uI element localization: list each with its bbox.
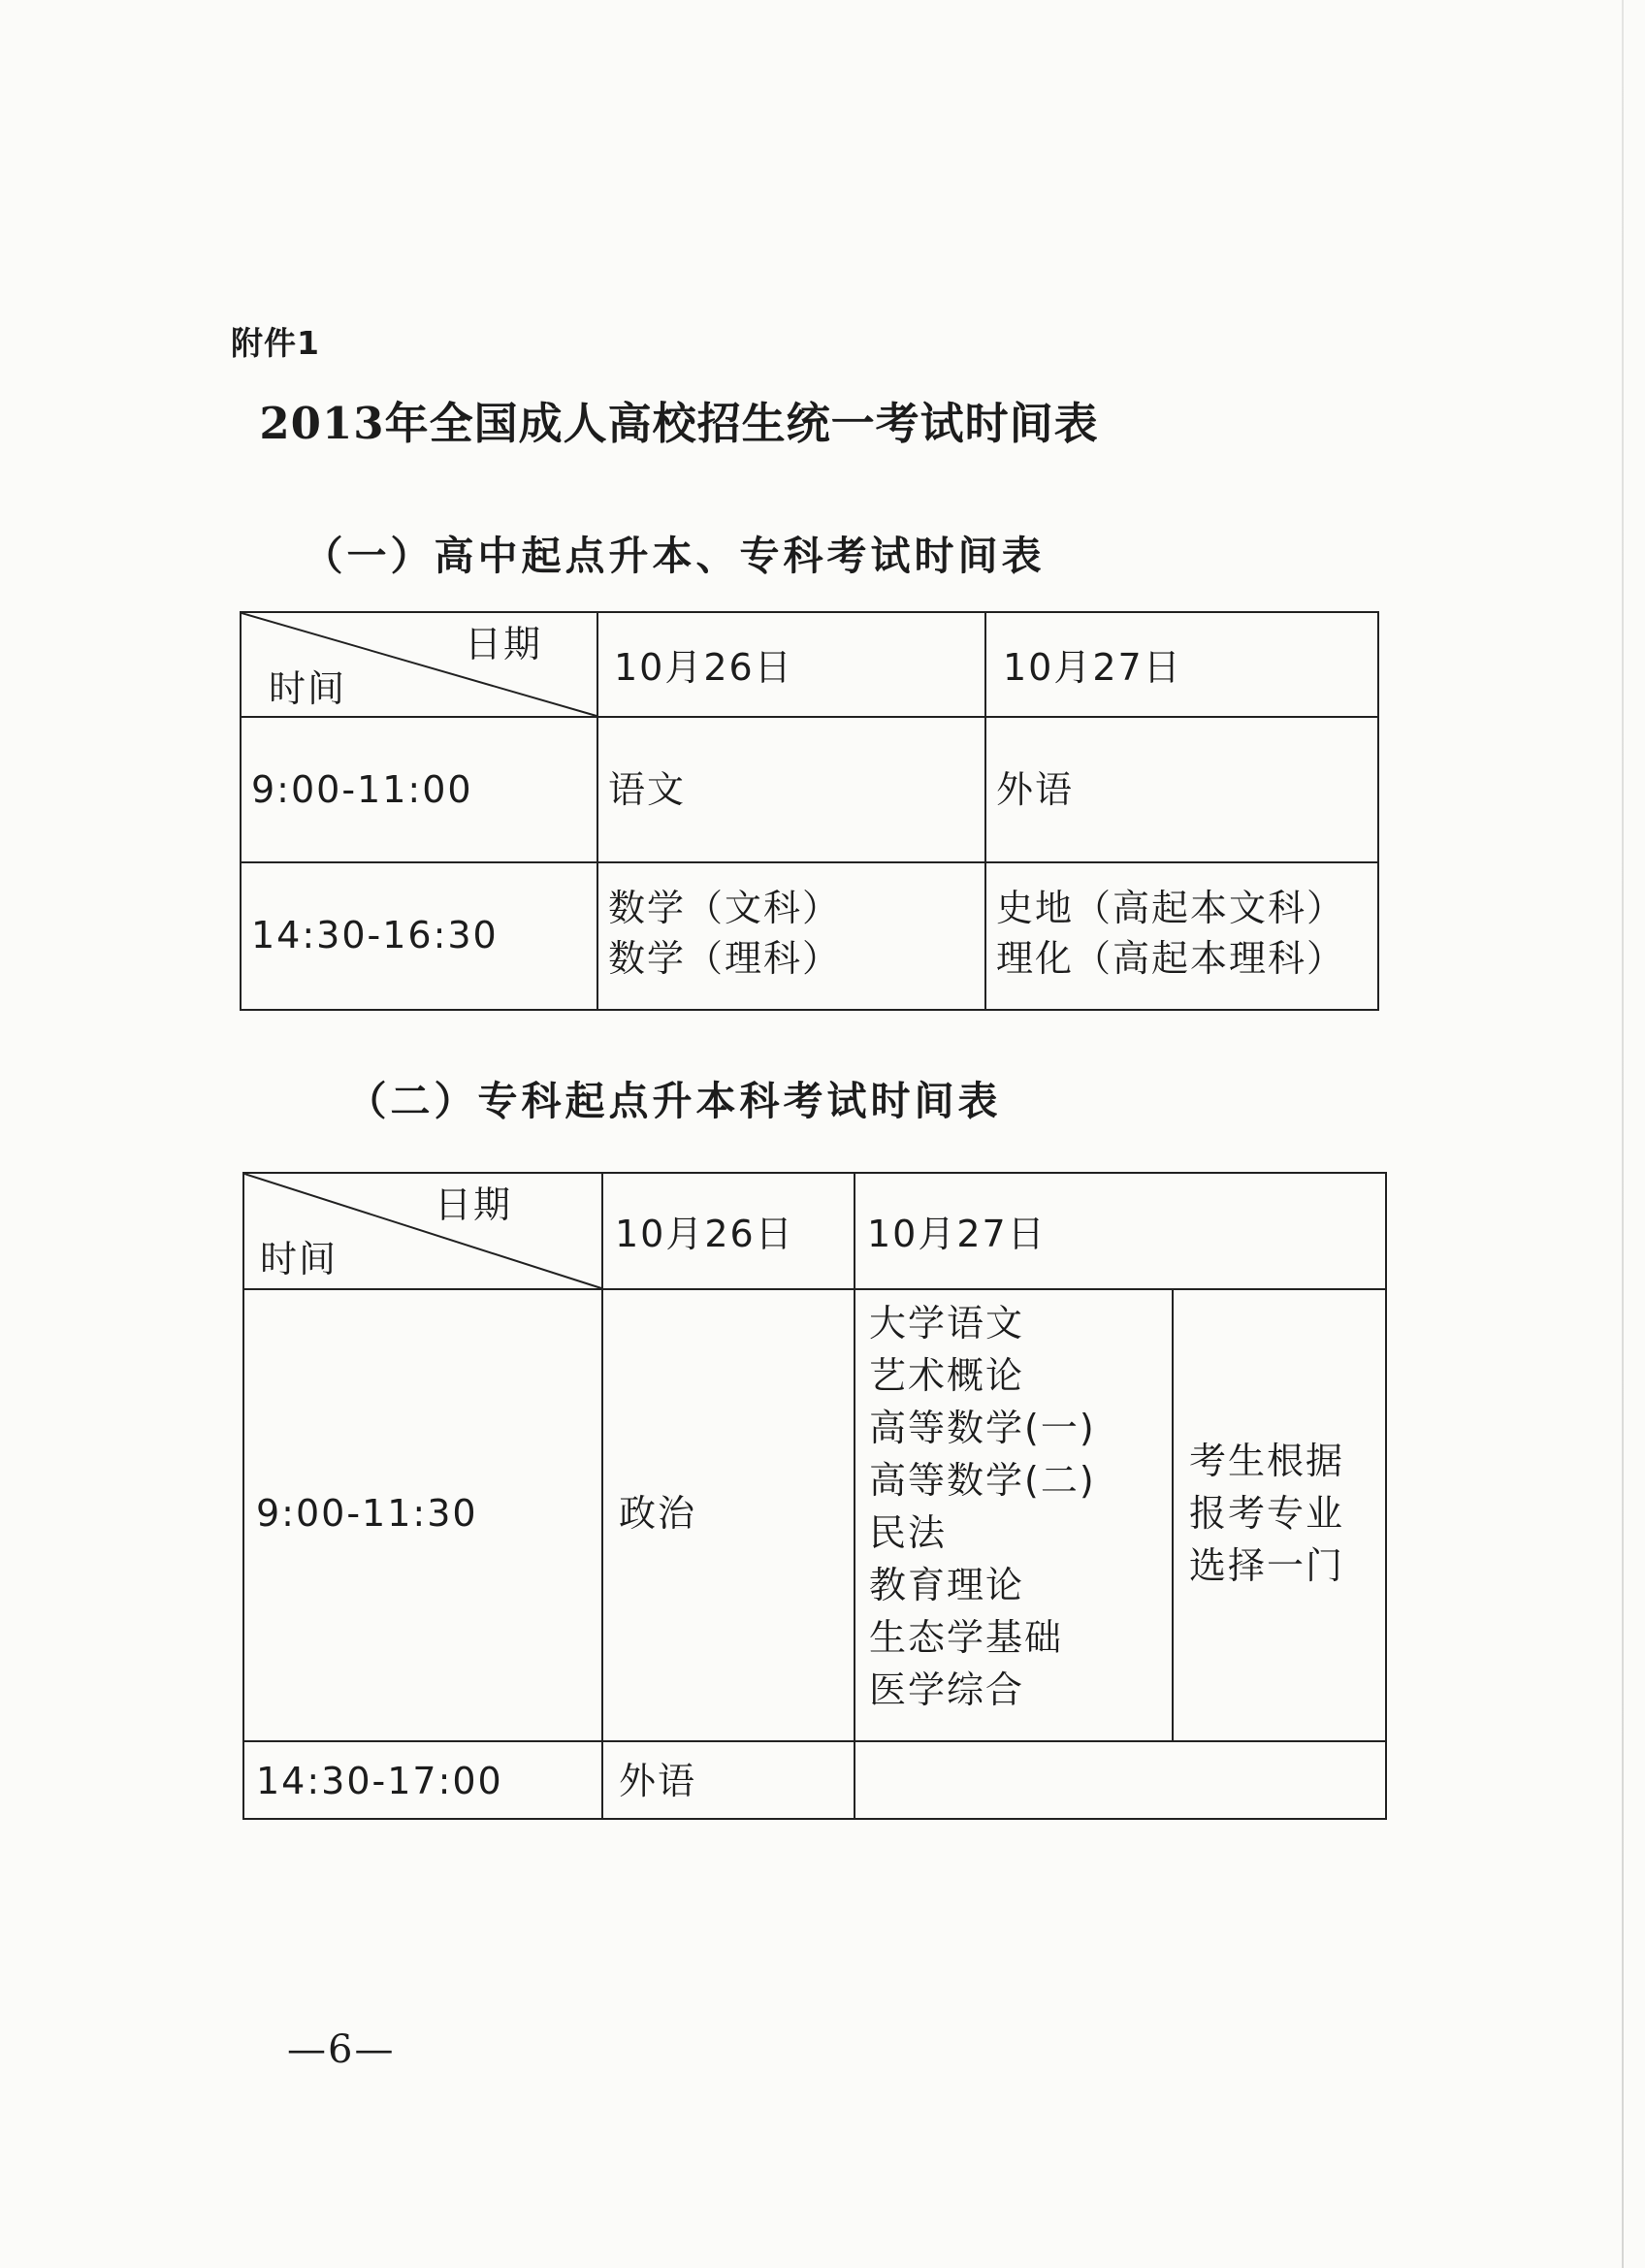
table1-col-day1: 10月26日 (614, 646, 793, 689)
table2-subject-8: 医学综合 (869, 1669, 1025, 1711)
table1 (240, 611, 1379, 1011)
table1-row1-time: 9:00-11:00 (251, 768, 473, 811)
table2-subject-4: 高等数学(二) (869, 1459, 1096, 1502)
table1-date-label: 日期 (465, 623, 543, 665)
table2-subject-1: 大学语文 (869, 1302, 1025, 1345)
table1-subtitle: （一）高中起点升本、专科考试时间表 (303, 533, 1046, 579)
table1-row2-day2-line1: 史地（高起本文科） (996, 887, 1346, 929)
page-title: 2013年全国成人高校招生统一考试时间表 (259, 398, 1099, 449)
table1-diagonal (242, 613, 1377, 718)
table1-row1-day2: 外语 (996, 768, 1075, 811)
table2-date-label: 日期 (435, 1183, 513, 1226)
page-number: —6— (287, 2027, 396, 2072)
page-edge (1622, 0, 1624, 2268)
table2 (242, 1172, 1387, 1820)
table2-subject-6: 教育理论 (869, 1564, 1025, 1606)
table1-col-day2: 10月27日 (1003, 646, 1182, 689)
table2-row2-time: 14:30-17:00 (256, 1760, 503, 1802)
table2-note-line2: 报考专业 (1189, 1492, 1345, 1535)
table2-subject-7: 生态学基础 (869, 1616, 1064, 1659)
table2-row1-time: 9:00-11:30 (256, 1492, 478, 1535)
table2-subject-3: 高等数学(一) (869, 1407, 1096, 1449)
table2-note-line1: 考生根据 (1189, 1440, 1345, 1482)
table2-time-label: 时间 (260, 1238, 339, 1280)
table1-time-label: 时间 (269, 667, 347, 710)
table2-subject-5: 民法 (869, 1511, 948, 1554)
table2-subject-2: 艺术概论 (869, 1354, 1025, 1397)
table2-subtitle: （二）专科起点升本科考试时间表 (346, 1078, 1002, 1124)
table1-row1-day1: 语文 (608, 768, 687, 811)
table1-row2-day1-line1: 数学（文科） (608, 887, 842, 929)
table2-row1-day1: 政治 (619, 1492, 697, 1535)
attachment-label: 附件1 (231, 324, 320, 362)
table2-note-line3: 选择一门 (1189, 1544, 1345, 1587)
table1-row2-day2-line2: 理化（高起本理科） (996, 937, 1346, 980)
table2-diagonal (244, 1174, 1385, 1290)
table2-col-day2: 10月27日 (867, 1213, 1047, 1255)
table2-col-day1: 10月26日 (615, 1213, 794, 1255)
table2-row2-day1: 外语 (619, 1760, 697, 1802)
table1-row2-time: 14:30-16:30 (251, 914, 499, 956)
table1-row2-day1-line2: 数学（理科） (608, 937, 842, 980)
